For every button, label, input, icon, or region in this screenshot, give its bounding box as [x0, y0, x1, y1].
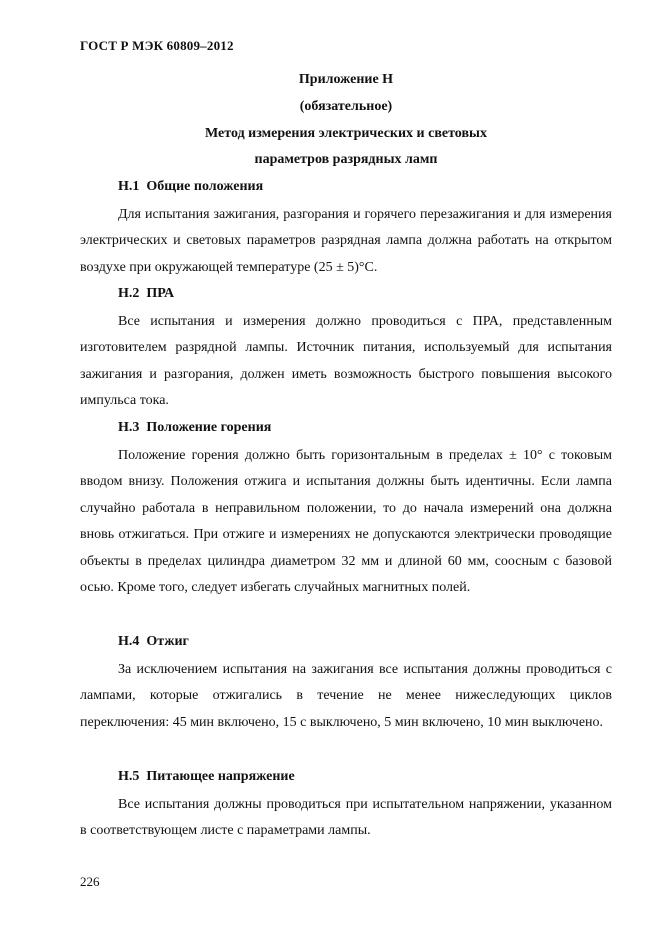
appendix-subtitle-line1: Метод измерения электрических и световых [205, 126, 487, 141]
section-heading-h5 [118, 769, 295, 785]
section-paragraph-h3: Положение горения должно быть горизонтальным в пределах ± 10° с токовым вводом внизу. Положения отжига и испытания должны быть идентичны. Если лампа случайно работала в неправильном положении, то до начала измерений она должна вновь отжигаться. При отжиге и измерениях не допускаются электрически проводящие объекты в пределах цилиндра диаметром 32 мм и длиной 60 мм, соосным с базовой осью. Кроме того, следует избегать случайных магнитных полей. [80, 448, 612, 596]
section-heading-h2 [118, 286, 174, 302]
section-number: Н.5 [118, 769, 140, 784]
section-title: Отжиг [146, 634, 189, 649]
section-paragraph-h5: Все испытания должны проводиться при испытательном напряжении, указанном в соответствующем листе с параметрами лампы. [80, 797, 612, 839]
page-number: 226 [80, 874, 100, 889]
appendix-status: (обязательное) [299, 99, 393, 114]
section-title: Питающее напряжение [146, 769, 295, 784]
section-title: ПРА [146, 286, 175, 301]
section-paragraph-h4: За исключением испытания на зажигания все испытания должны проводиться с лампами, которые отжигались в течение не менее нижеследующих циклов переключения: 45 мин включено, 15 с выключено, 5 мин включено, 10 мин выключено. [80, 662, 612, 730]
section-number: Н.1 [118, 179, 140, 194]
section-heading-h1 [118, 179, 263, 195]
section-paragraph-h1: Для испытания зажигания, разгорания и горячего перезажигания и для измерения электрических и световых параметров разрядная лампа должна работать на открытом воздухе при окружающей температуре (25 ± 5)°С. [80, 207, 612, 275]
section-number: Н.4 [118, 634, 140, 649]
standard-header: ГОСТ Р МЭК 60809–2012 [80, 38, 234, 53]
section-paragraph-h2: Все испытания и измерения должно проводиться с ПРА, представленным изготовителем разрядной лампы. Источник питания, используемый для испытания зажигания и разгорания, должен иметь возможность быстрого повышения высокого импульса тока. [80, 314, 612, 409]
section-title: Положение горения [146, 420, 272, 435]
section-number: Н.3 [118, 420, 140, 435]
section-heading-h4 [118, 634, 189, 650]
section-number: Н.2 [118, 286, 140, 301]
appendix-title: Приложение Н [298, 72, 394, 87]
section-title: Общие положения [146, 179, 264, 194]
appendix-subtitle-line2: параметров разрядных ламп [254, 152, 438, 167]
section-heading-h3 [118, 420, 271, 436]
